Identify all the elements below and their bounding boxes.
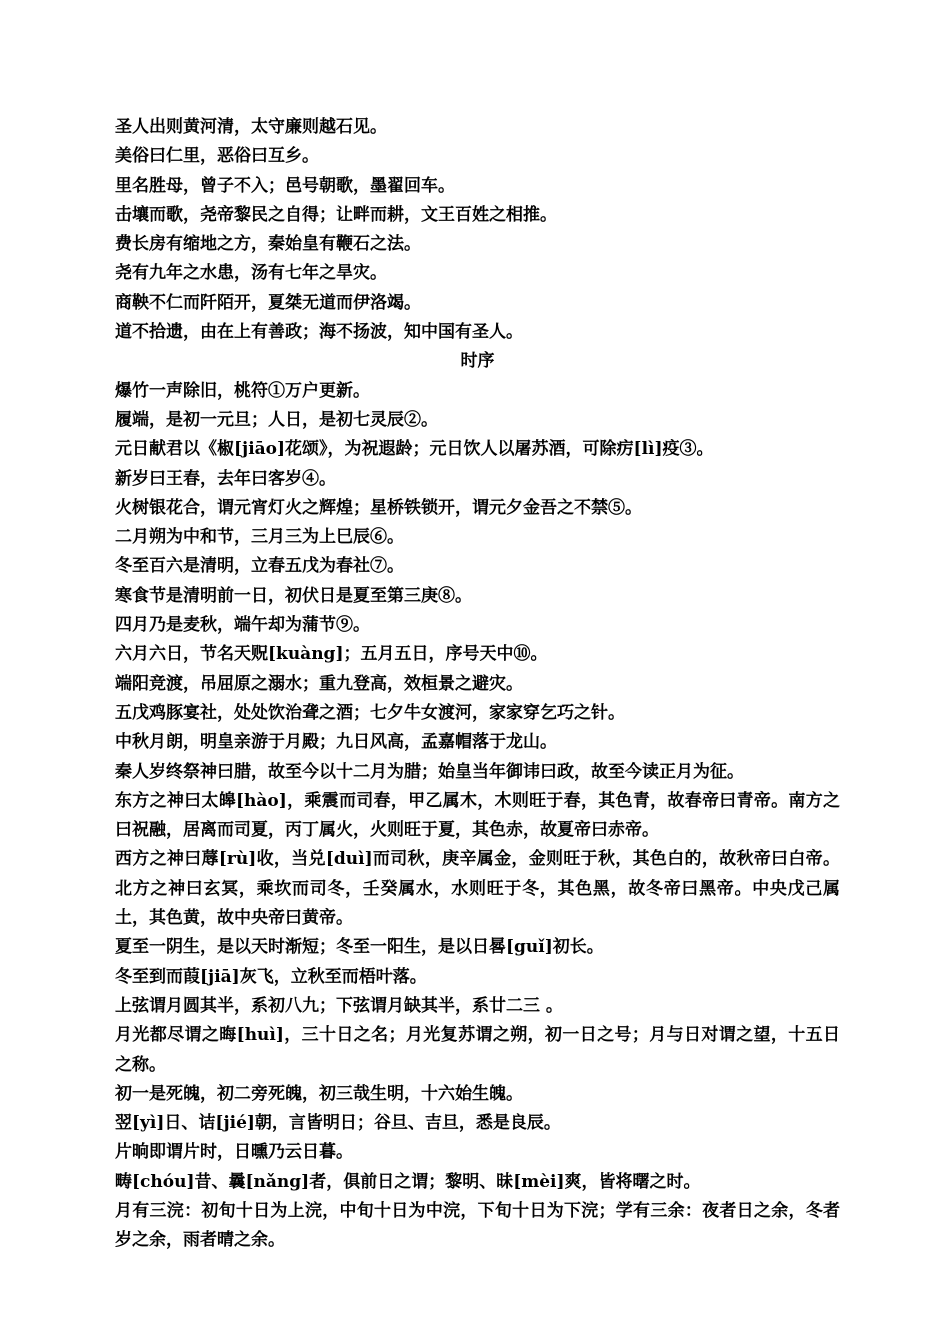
text-line: 上弦谓月圆其半，系初八九；下弦谓月缺其半，系廿二三 。 [115,995,563,1016]
text-line: 秦人岁终祭神曰腊，故至今以十二月为腊；始皇当年御讳曰政，故至今读正月为征。 [115,761,744,782]
text-line: 四月乃是麦秋，端午却为蒲节⑨。 [115,615,370,636]
text-paragraph: 西方之神曰蓐[rù]收，当兑[duì]而司秋，庚辛属金，金则旺于秋，其色白的，故秋帝曰白帝。北方之神曰玄冥，乘坎而司冬，壬癸属水，水则旺于冬，其色黑，故冬帝曰黑帝。中央戊己属土，其色黄，故中央帝曰黄帝。 [115,849,840,929]
text-line: 端阳竞渡，吊屈原之溺水；重九登高，效桓景之避灾。 [115,673,523,694]
text-line: 履端，是初一元旦；人日，是初七灵辰②。 [115,409,438,430]
text-line: 片晌即谓片时，日曛乃云日暮。 [115,1142,353,1163]
text-line: 冬至百六是清明，立春五戊为春社⑦。 [115,556,404,577]
text-line: 美俗曰仁里，恶俗曰互乡。 [115,146,319,167]
section-1 [115,113,840,347]
text-line: 冬至到而葭[jiā]灰飞，立秋至而梧叶落。 [115,966,427,987]
text-line: 里名胜母，曾子不入；邑号朝歌，墨翟回车。 [115,175,455,196]
text-line: 五戊鸡豚宴社，处处饮治聋之酒；七夕牛女渡河，家家穿乞巧之针。 [115,702,625,723]
text-line: 六月六日，节名天贶[kuàng]；五月五日，序号天中⑩。 [115,644,548,665]
text-line: 夏至一阴生，是以天时渐短；冬至一阳生，是以日晷[guǐ]初长。 [115,937,604,958]
text-line: 商鞅不仁而阡陌开，夏桀无道而伊洛竭。 [115,292,421,313]
document-body [115,113,840,1256]
text-line: 翌[yì]日、诘[jié]朝，言皆明日；谷旦、吉旦，悉是良辰。 [115,1113,561,1134]
section-heading: 时序 [460,351,495,372]
text-line: 元日献君以《椒[jiāo]花颂》，为祝遐龄；元日饮人以屠苏酒，可除疠[lì]疫③。 [115,439,714,460]
text-paragraph: 月光都尽谓之晦[huì]，三十日之名；月光复苏谓之朔，初一日之号；月与日对谓之望，十五日之称。 [115,1025,840,1075]
text-line: 畴[chóu]昔、曩[nǎng]者，俱前日之谓；黎明、昧[mèi]爽，皆将曙之时。 [115,1171,701,1192]
text-line: 新岁曰王春，去年曰客岁④。 [115,468,336,489]
text-line: 尧有九年之水患，汤有七年之旱灾。 [115,263,387,284]
text-line: 初一是死魄，初二旁死魄，初三哉生明，十六始生魄。 [115,1083,523,1104]
text-line: 费长房有缩地之方，秦始皇有鞭石之法。 [115,234,421,255]
text-line: 圣人出则黄河清，太守廉则越石见。 [115,117,387,137]
text-paragraph: 东方之神曰太皞[hào]，乘震而司春，甲乙属木，木则旺于春，其色青，故春帝曰青帝。南方之曰祝融，居离而司夏，丙丁属火，火则旺于夏，其色赤，故夏帝曰赤帝。 [115,790,840,841]
text-line: 爆竹一声除旧，桃符①万户更新。 [115,380,370,401]
section-2 [115,347,840,1255]
text-line: 二月朔为中和节，三月三为上巳辰⑥。 [115,527,404,548]
text-line: 火树银花合，谓元宵灯火之辉煌；星桥铁锁开，谓元夕金吾之不禁⑤。 [115,497,642,518]
text-line: 中秋月朗，明皇亲游于月殿；九日风高，孟嘉帽落于龙山。 [115,732,557,753]
text-line: 寒食节是清明前一日，初伏日是夏至第三庚⑧。 [115,585,472,606]
text-line: 道不拾遗，由在上有善政；海不扬波，知中国有圣人。 [115,322,523,343]
text-line: 击壤而歌，尧帝黎民之自得；让畔而耕，文王百姓之相推。 [115,204,557,225]
text-paragraph: 月有三浣：初旬十日为上浣，中旬十日为中浣，下旬十日为下浣；学有三余：夜者日之余，冬者岁之余，雨者晴之余。 [115,1200,840,1251]
